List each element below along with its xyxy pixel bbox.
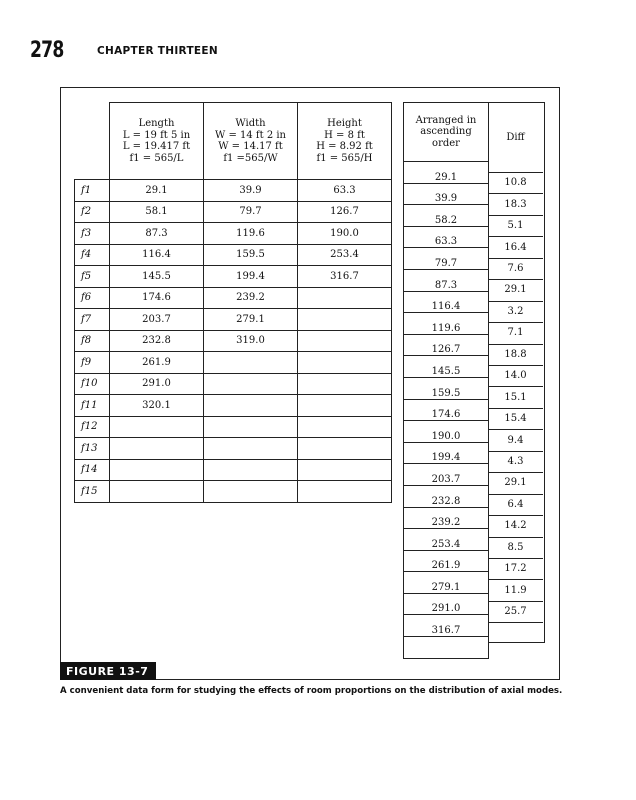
ascending-value: 203.7 — [404, 464, 489, 486]
table-row — [75, 266, 392, 288]
height-cell — [298, 416, 392, 438]
width-cell — [204, 481, 298, 503]
diff-value: 11.9 — [488, 580, 543, 602]
table-row — [75, 309, 392, 331]
height-cell — [298, 352, 392, 374]
table-row — [75, 416, 392, 438]
table-row — [75, 244, 392, 266]
ascending-value: 29.1 — [404, 162, 489, 184]
height-cell — [298, 395, 392, 417]
length-cell: 174.6 — [110, 287, 204, 309]
width-cell — [204, 438, 298, 460]
diff-value: 4.3 — [488, 451, 543, 473]
figure-caption: A convenient data form for studying the effects of room proportions on the distribution of axial modes. — [60, 686, 563, 696]
ascending-header: Arranged in ascending order — [404, 103, 489, 162]
ascending-value: 63.3 — [404, 226, 489, 248]
page-number: 278 — [30, 38, 64, 63]
table-row — [75, 352, 392, 374]
figure-label: FIGURE 13-7 — [60, 662, 156, 680]
diff-column — [488, 102, 545, 643]
diff-value: 17.2 — [488, 558, 543, 580]
chapter-title: CHAPTER THIRTEEN — [97, 45, 218, 57]
row-label: f4 — [75, 244, 110, 266]
length-cell: 87.3 — [110, 223, 204, 245]
diff-value: 29.1 — [488, 279, 543, 301]
width-cell: 119.6 — [204, 223, 298, 245]
width-cell: 199.4 — [204, 266, 298, 288]
diff-value: 9.4 — [488, 429, 543, 451]
width-cell: 159.5 — [204, 244, 298, 266]
ascending-value: 145.5 — [404, 356, 489, 378]
height-cell — [298, 373, 392, 395]
length-cell: 232.8 — [110, 330, 204, 352]
row-label: f6 — [75, 287, 110, 309]
table-row — [75, 180, 392, 202]
row-label: f10 — [75, 373, 110, 395]
table-row — [75, 223, 392, 245]
diff-value: 15.4 — [488, 408, 543, 430]
row-label: f7 — [75, 309, 110, 331]
width-cell: 319.0 — [204, 330, 298, 352]
table-row — [75, 330, 392, 352]
ascending-value: 316.7 — [404, 615, 489, 637]
width-cell: 39.9 — [204, 180, 298, 202]
width-cell — [204, 395, 298, 417]
diff-value: 15.1 — [488, 387, 543, 409]
ascending-value: 279.1 — [404, 572, 489, 594]
row-label: f9 — [75, 352, 110, 374]
row-label: f1 — [75, 180, 110, 202]
height-header: Height H = 8 ft H = 8.92 ft f1 = 565/H — [298, 103, 392, 180]
ascending-value: 58.2 — [404, 205, 489, 227]
length-cell: 58.1 — [110, 201, 204, 223]
width-header: Width W = 14 ft 2 in W = 14.17 ft f1 =565/W — [204, 103, 298, 180]
diff-value: 18.8 — [488, 344, 543, 366]
ascending-value: 159.5 — [404, 377, 489, 399]
length-cell: 29.1 — [110, 180, 204, 202]
ascending-value: 239.2 — [404, 507, 489, 529]
length-header: Length L = 19 ft 5 in L = 19.417 ft f1 = 565/L — [110, 103, 204, 180]
mode-table — [74, 102, 392, 503]
width-cell — [204, 373, 298, 395]
row-label: f15 — [75, 481, 110, 503]
ascending-value — [404, 637, 489, 659]
diff-value: 14.2 — [488, 515, 543, 537]
corner-cell — [75, 103, 110, 180]
ascending-value: 174.6 — [404, 399, 489, 421]
table-header-row — [75, 103, 392, 180]
ascending-value: 79.7 — [404, 248, 489, 270]
ascending-value: 190.0 — [404, 421, 489, 443]
ascending-value: 291.0 — [404, 593, 489, 615]
length-cell: 291.0 — [110, 373, 204, 395]
diff-value: 6.4 — [488, 494, 543, 516]
row-label: f8 — [75, 330, 110, 352]
diff-value: 14.0 — [488, 365, 543, 387]
width-cell: 279.1 — [204, 309, 298, 331]
width-cell: 79.7 — [204, 201, 298, 223]
diff-value: 25.7 — [488, 601, 543, 623]
width-cell — [204, 352, 298, 374]
height-cell: 253.4 — [298, 244, 392, 266]
height-cell: 63.3 — [298, 180, 392, 202]
length-cell — [110, 459, 204, 481]
row-label: f14 — [75, 459, 110, 481]
row-label: f5 — [75, 266, 110, 288]
diff-value: 18.3 — [488, 193, 543, 215]
ascending-value: 116.4 — [404, 291, 489, 313]
ascending-value: 261.9 — [404, 550, 489, 572]
height-cell — [298, 330, 392, 352]
height-cell — [298, 459, 392, 481]
table-row — [75, 481, 392, 503]
length-cell — [110, 416, 204, 438]
diff-value: 29.1 — [488, 472, 543, 494]
diff-value: 10.8 — [488, 172, 543, 194]
height-cell — [298, 309, 392, 331]
width-cell: 239.2 — [204, 287, 298, 309]
diff-header: Diff — [488, 103, 543, 173]
diff-value: 7.1 — [488, 322, 543, 344]
diff-value: 7.6 — [488, 258, 543, 280]
table-row — [75, 459, 392, 481]
table-row — [75, 438, 392, 460]
ascending-table — [403, 102, 489, 659]
length-cell: 261.9 — [110, 352, 204, 374]
length-cell — [110, 481, 204, 503]
height-cell — [298, 287, 392, 309]
table-row — [75, 201, 392, 223]
length-cell: 145.5 — [110, 266, 204, 288]
table-row — [75, 287, 392, 309]
width-cell — [204, 459, 298, 481]
diff-value: 5.1 — [488, 215, 543, 237]
ascending-value: 232.8 — [404, 485, 489, 507]
row-label: f13 — [75, 438, 110, 460]
height-cell — [298, 438, 392, 460]
ascending-value: 39.9 — [404, 183, 489, 205]
ascending-value: 253.4 — [404, 529, 489, 551]
row-label: f11 — [75, 395, 110, 417]
ascending-value: 126.7 — [404, 334, 489, 356]
row-label: f3 — [75, 223, 110, 245]
row-label: f12 — [75, 416, 110, 438]
height-cell — [298, 481, 392, 503]
height-cell: 126.7 — [298, 201, 392, 223]
ascending-value: 119.6 — [404, 313, 489, 335]
diff-value: 16.4 — [488, 236, 543, 258]
length-cell: 203.7 — [110, 309, 204, 331]
height-cell: 190.0 — [298, 223, 392, 245]
length-cell: 116.4 — [110, 244, 204, 266]
width-cell — [204, 416, 298, 438]
diff-value: 8.5 — [488, 537, 543, 559]
row-label: f2 — [75, 201, 110, 223]
length-cell: 320.1 — [110, 395, 204, 417]
height-cell: 316.7 — [298, 266, 392, 288]
ascending-value: 199.4 — [404, 442, 489, 464]
diff-value: 3.2 — [488, 301, 543, 323]
length-cell — [110, 438, 204, 460]
table-row — [75, 373, 392, 395]
table-row — [75, 395, 392, 417]
ascending-value: 87.3 — [404, 269, 489, 291]
